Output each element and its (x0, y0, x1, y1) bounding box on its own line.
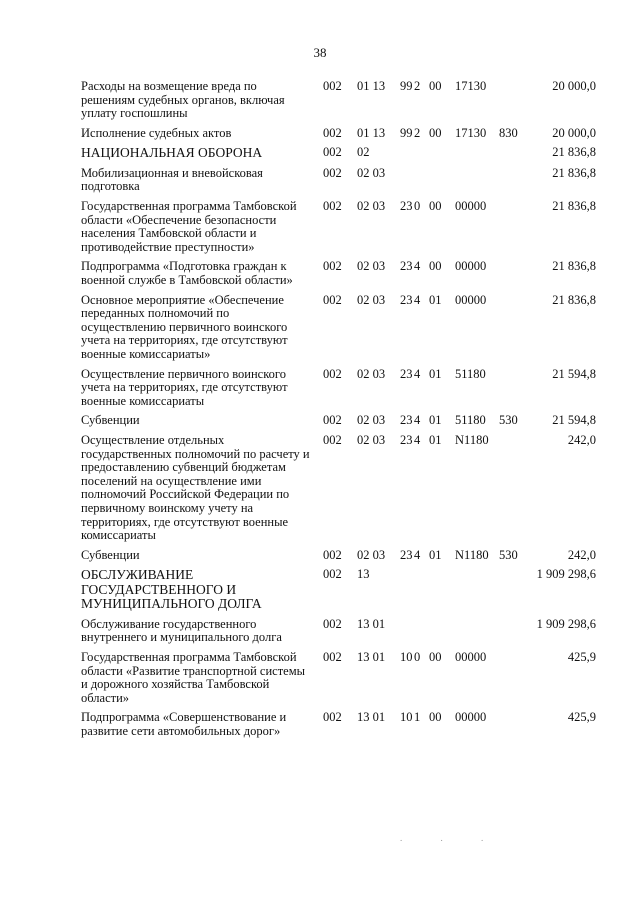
target-program: 23 (400, 432, 413, 447)
target-subprogram: 2 (414, 79, 421, 93)
target-program: 23 (400, 292, 413, 307)
row-name: НАЦИОНАЛЬНАЯ ОБОРОНА (81, 145, 263, 161)
section-code: 02 03 (357, 413, 386, 428)
target-event: 00 (429, 710, 442, 725)
target-program: 23 (400, 366, 413, 381)
target-direction: 00000 (455, 650, 487, 664)
target-program: 23 (400, 259, 413, 274)
target-event: 00 (429, 259, 442, 274)
admin-code: 002 (323, 413, 342, 428)
target-direction: 00000 (455, 292, 487, 307)
table-row (0, 294, 640, 362)
target-event: 01 (429, 547, 442, 562)
section-code: 02 (357, 145, 370, 160)
target-subprogram: 4 (414, 366, 421, 381)
target-event: 01 (429, 292, 442, 307)
row-name: ОБСЛУЖИВАНИЕ ГОСУДАРСТВЕННОГО И МУНИЦИПАЛЬНОГО ДОЛГА (81, 567, 262, 612)
row-name: Субвенции (81, 547, 140, 562)
scan-specks: . . . (400, 833, 502, 843)
row-name: Основное мероприятие «Обеспечение переданных полномочий по осуществлению первичного воинского учета на территориях, где отсутствуют военные комиссариаты» (81, 292, 288, 361)
row-name: Государственная программа Тамбовской области «Обеспечение безопасности населения Тамбовской области и противодействие преступности» (81, 199, 297, 254)
table-row (0, 368, 640, 409)
row-sum: 1 909 298,6 (536, 567, 596, 582)
row-name: Государственная программа Тамбовской области «Развитие транспортной системы и дорожного хозяйства Тамбовской области» (81, 650, 306, 705)
budget-table (0, 80, 640, 745)
row-sum: 21 836,8 (552, 259, 596, 274)
section-code: 01 13 (357, 79, 386, 93)
admin-code: 002 (323, 547, 342, 562)
expense-type: 530 (499, 413, 518, 428)
admin-code: 002 (323, 145, 342, 160)
target-direction: 17130 (455, 125, 487, 140)
section-code: 02 03 (357, 432, 386, 447)
row-sum: 20 000,0 (552, 125, 596, 140)
target-program: 99 (400, 79, 413, 93)
table-row (0, 260, 640, 287)
target-direction: 00000 (455, 710, 487, 725)
row-name: Осуществление первичного воинского учета на территориях, где отсутствуют военные комиссариаты (81, 366, 288, 408)
target-program: 23 (400, 199, 413, 214)
table-row (0, 651, 640, 705)
row-name: Расходы на возмещение вреда по решениям судебных органов, включая уплату госпошлины (81, 79, 285, 121)
section-code: 02 03 (357, 292, 386, 307)
row-name: Мобилизационная и вневойсковая подготовка (81, 165, 263, 194)
admin-code: 002 (323, 650, 342, 664)
target-direction: 17130 (455, 79, 487, 93)
section-code: 02 03 (357, 165, 386, 180)
target-program: 23 (400, 413, 413, 428)
target-subprogram: 2 (414, 125, 421, 140)
table-row (0, 80, 640, 121)
section-code: 02 03 (357, 547, 386, 562)
target-direction: 51180 (455, 366, 486, 381)
table-row (0, 414, 640, 428)
table-row (0, 549, 640, 563)
target-direction: N1180 (455, 547, 489, 562)
row-name: Обслуживание государственного внутреннего и муниципального долга (81, 616, 282, 645)
target-event: 01 (429, 366, 442, 381)
target-direction: N1180 (455, 432, 489, 447)
admin-code: 002 (323, 567, 342, 582)
section-code: 02 03 (357, 199, 386, 214)
target-subprogram: 4 (414, 292, 421, 307)
section-code: 02 03 (357, 366, 386, 381)
target-program: 10 (400, 650, 413, 664)
expense-type: 530 (499, 547, 518, 562)
row-sum: 425,9 (567, 710, 596, 725)
table-row (0, 127, 640, 141)
section-code: 01 13 (357, 125, 386, 140)
target-subprogram: 4 (414, 413, 421, 428)
row-name: Подпрограмма «Подготовка граждан к военной службе в Тамбовской области» (81, 259, 293, 288)
admin-code: 002 (323, 199, 342, 214)
section-code: 13 01 (357, 650, 386, 664)
target-subprogram: 4 (414, 547, 421, 562)
target-program: 10 (400, 710, 413, 725)
target-direction: 00000 (455, 199, 487, 214)
page-number: 38 (313, 45, 327, 60)
table-row (0, 568, 640, 612)
admin-code: 002 (323, 259, 342, 274)
target-event: 00 (429, 199, 442, 214)
row-sum: 21 836,8 (552, 199, 596, 214)
table-row (0, 200, 640, 254)
table-row (0, 146, 640, 161)
row-sum: 1 909 298,6 (536, 616, 596, 631)
target-event: 01 (429, 413, 442, 428)
target-direction: 00000 (455, 259, 487, 274)
admin-code: 002 (323, 165, 342, 180)
admin-code: 002 (323, 366, 342, 381)
target-program: 99 (400, 125, 413, 140)
target-event: 00 (429, 79, 442, 93)
section-code: 13 (357, 567, 370, 582)
row-sum: 20 000,0 (552, 79, 596, 93)
target-subprogram: 0 (414, 199, 421, 214)
target-event: 00 (429, 650, 442, 664)
row-sum: 21 594,8 (552, 366, 596, 381)
admin-code: 002 (323, 79, 342, 93)
row-sum: 242,0 (567, 432, 596, 447)
section-code: 02 03 (357, 259, 386, 274)
row-sum: 21 836,8 (552, 292, 596, 307)
target-program: 23 (400, 547, 413, 562)
section-code: 13 01 (357, 710, 386, 725)
row-name: Исполнение судебных актов (81, 125, 232, 140)
target-subprogram: 4 (414, 432, 421, 447)
target-direction: 51180 (455, 413, 486, 428)
admin-code: 002 (323, 616, 342, 631)
target-subprogram: 1 (414, 710, 421, 725)
row-name: Субвенции (81, 413, 140, 428)
row-sum: 242,0 (567, 547, 596, 562)
row-sum: 425,9 (567, 650, 596, 664)
target-event: 01 (429, 432, 442, 447)
target-event: 00 (429, 125, 442, 140)
row-sum: 21 594,8 (552, 413, 596, 428)
admin-code: 002 (323, 432, 342, 447)
admin-code: 002 (323, 125, 342, 140)
row-name: Осуществление отдельных государственных полномочий по расчету и предоставлению субвенций бюджетам поселений на осуществление ими полномочий Российской Федерации по первичному воинскому учету на территориях, где отсутствуют военные комиссариаты (81, 432, 310, 543)
expense-type: 830 (499, 125, 518, 140)
table-row (0, 167, 640, 194)
admin-code: 002 (323, 292, 342, 307)
target-subprogram: 0 (414, 650, 421, 664)
section-code: 13 01 (357, 616, 386, 631)
table-row (0, 618, 640, 645)
admin-code: 002 (323, 710, 342, 725)
table-row (0, 434, 640, 543)
row-sum: 21 836,8 (552, 145, 596, 160)
target-subprogram: 4 (414, 259, 421, 274)
row-name: Подпрограмма «Совершенствование и развитие сети автомобильных дорог» (81, 710, 287, 738)
table-row (0, 711, 640, 738)
row-sum: 21 836,8 (552, 165, 596, 180)
